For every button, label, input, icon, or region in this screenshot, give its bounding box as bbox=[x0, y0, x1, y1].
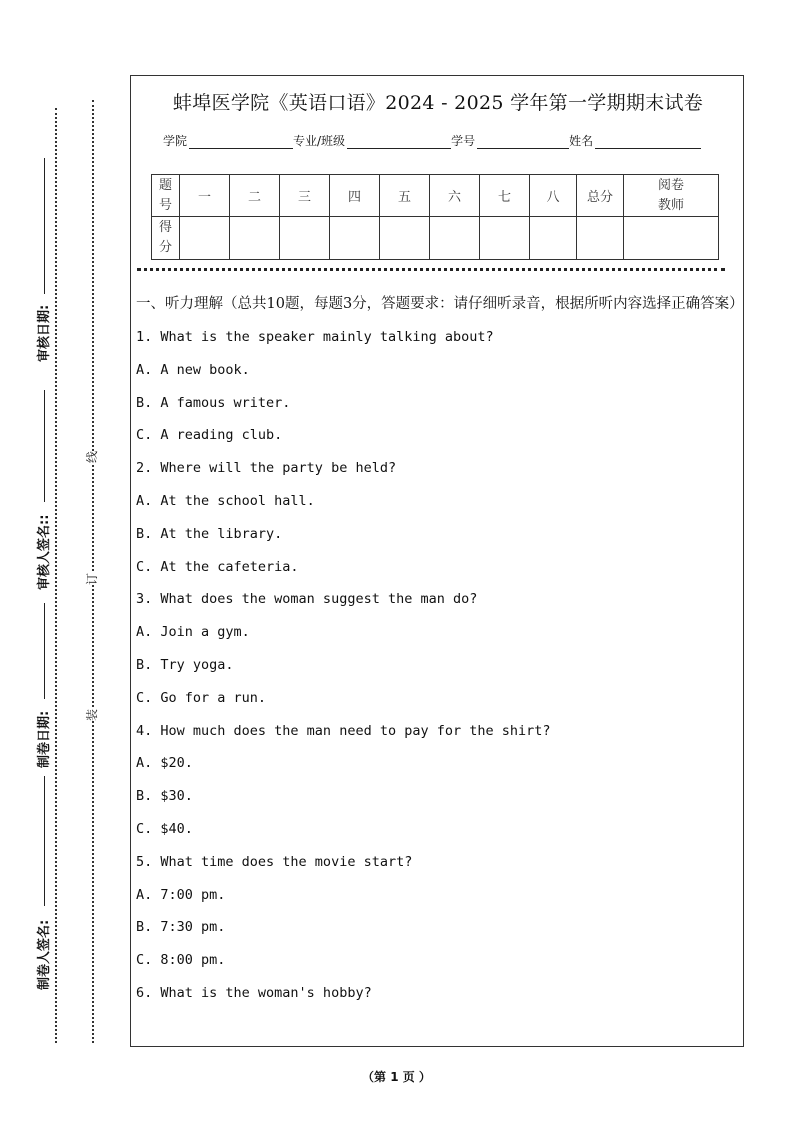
q2-option-b[interactable]: B. At the library. bbox=[136, 525, 283, 542]
major-class-field[interactable] bbox=[347, 134, 451, 149]
q3-option-b[interactable]: B. Try yoga. bbox=[136, 656, 234, 673]
col-grader: 阅卷教师 bbox=[624, 175, 719, 217]
score-cell-2[interactable] bbox=[230, 217, 280, 260]
q1-option-a[interactable]: A. A new book. bbox=[136, 361, 250, 378]
name-label: 姓名 bbox=[569, 134, 594, 148]
score-cell-grader[interactable] bbox=[624, 217, 719, 260]
score-cell-4[interactable] bbox=[330, 217, 380, 260]
q3-option-c[interactable]: C. Go for a run. bbox=[136, 689, 267, 706]
question-3: 3. What does the woman suggest the man do? bbox=[136, 591, 478, 608]
col-2: 二 bbox=[230, 175, 280, 217]
question-5: 5. What time does the movie start? bbox=[136, 853, 413, 870]
preparer-signature-line bbox=[44, 776, 45, 906]
col-1: 一 bbox=[180, 175, 230, 217]
dotted-separator bbox=[137, 268, 725, 271]
col-6: 六 bbox=[430, 175, 480, 217]
page-number: （第 1 页 ） bbox=[362, 1070, 431, 1084]
q5-option-b[interactable]: B. 7:30 pm. bbox=[136, 919, 226, 936]
name-field[interactable] bbox=[595, 134, 701, 149]
q5-option-c[interactable]: C. 8:00 pm. bbox=[136, 952, 226, 969]
q2-option-c[interactable]: C. At the cafeteria. bbox=[136, 558, 299, 575]
prepare-date-line bbox=[44, 603, 45, 699]
score-table bbox=[151, 174, 719, 260]
col-4: 四 bbox=[330, 175, 380, 217]
student-id-field[interactable] bbox=[477, 134, 569, 149]
reviewer-signature-line bbox=[44, 390, 45, 502]
q2-option-a[interactable]: A. At the school hall. bbox=[136, 492, 315, 509]
q1-option-c[interactable]: C. A reading club. bbox=[136, 427, 283, 444]
preparer-signature-label: 制卷人签名: bbox=[37, 919, 52, 990]
q5-option-a[interactable]: A. 7:00 pm. bbox=[136, 886, 226, 903]
review-date-line bbox=[44, 158, 45, 294]
q4-option-b[interactable]: B. $30. bbox=[136, 788, 193, 805]
dotted-column-binding bbox=[92, 100, 94, 1043]
score-cell-7[interactable] bbox=[480, 217, 530, 260]
score-cell-3[interactable] bbox=[280, 217, 330, 260]
dotted-column-outer bbox=[55, 108, 57, 1043]
binding-char-line: 线 bbox=[85, 450, 100, 464]
score-cell-8[interactable] bbox=[530, 217, 577, 260]
col-8: 八 bbox=[530, 175, 577, 217]
major-class-label: 专业/班级 bbox=[293, 134, 346, 148]
col-7: 七 bbox=[480, 175, 530, 217]
review-date-label: 审核日期: bbox=[37, 304, 52, 362]
score-cell-6[interactable] bbox=[430, 217, 480, 260]
section-listening bbox=[136, 293, 744, 1010]
exam-frame bbox=[130, 75, 744, 1047]
col-3: 三 bbox=[280, 175, 330, 217]
prepare-date-label: 制卷日期: bbox=[37, 710, 52, 768]
question-6: 6. What is the woman's hobby? bbox=[136, 984, 372, 1001]
score-table-score-row bbox=[152, 217, 719, 260]
student-id-label: 学号 bbox=[451, 134, 476, 148]
col-total: 总分 bbox=[577, 175, 624, 217]
binding-char-order: 订 bbox=[85, 572, 100, 586]
score-row-label: 得分 bbox=[152, 217, 180, 260]
question-2: 2. Where will the party be held? bbox=[136, 460, 397, 477]
question-1: 1. What is the speaker mainly talking about? bbox=[136, 329, 494, 345]
exam-title: 蚌埠医学院《英语口语》2024 - 2025 学年第一学期期末试卷 bbox=[172, 92, 704, 114]
college-field[interactable] bbox=[189, 134, 293, 149]
q3-option-a[interactable]: A. Join a gym. bbox=[136, 624, 250, 641]
q4-option-a[interactable]: A. $20. bbox=[136, 755, 193, 772]
binding-margin bbox=[0, 0, 128, 1122]
score-cell-5[interactable] bbox=[380, 217, 430, 260]
section-heading: 一、听力理解（总共10题，每题3分，答题要求：请仔细听录音，根据所听内容选择正确答案） bbox=[136, 296, 744, 312]
score-table-header-row bbox=[152, 175, 719, 217]
college-label: 学院 bbox=[163, 134, 188, 148]
q4-option-c[interactable]: C. $40. bbox=[136, 820, 193, 837]
header-first-cell: 题号 bbox=[152, 175, 180, 217]
question-4: 4. How much does the man need to pay for the shirt? bbox=[136, 722, 551, 739]
col-5: 五 bbox=[380, 175, 430, 217]
score-cell-total[interactable] bbox=[577, 217, 624, 260]
student-info-row bbox=[163, 132, 701, 149]
binding-char-bind: 装 bbox=[85, 708, 100, 722]
reviewer-signature-label: 审核人签名:: bbox=[37, 514, 52, 590]
score-cell-1[interactable] bbox=[180, 217, 230, 260]
q1-option-b[interactable]: B. A famous writer. bbox=[136, 394, 291, 411]
